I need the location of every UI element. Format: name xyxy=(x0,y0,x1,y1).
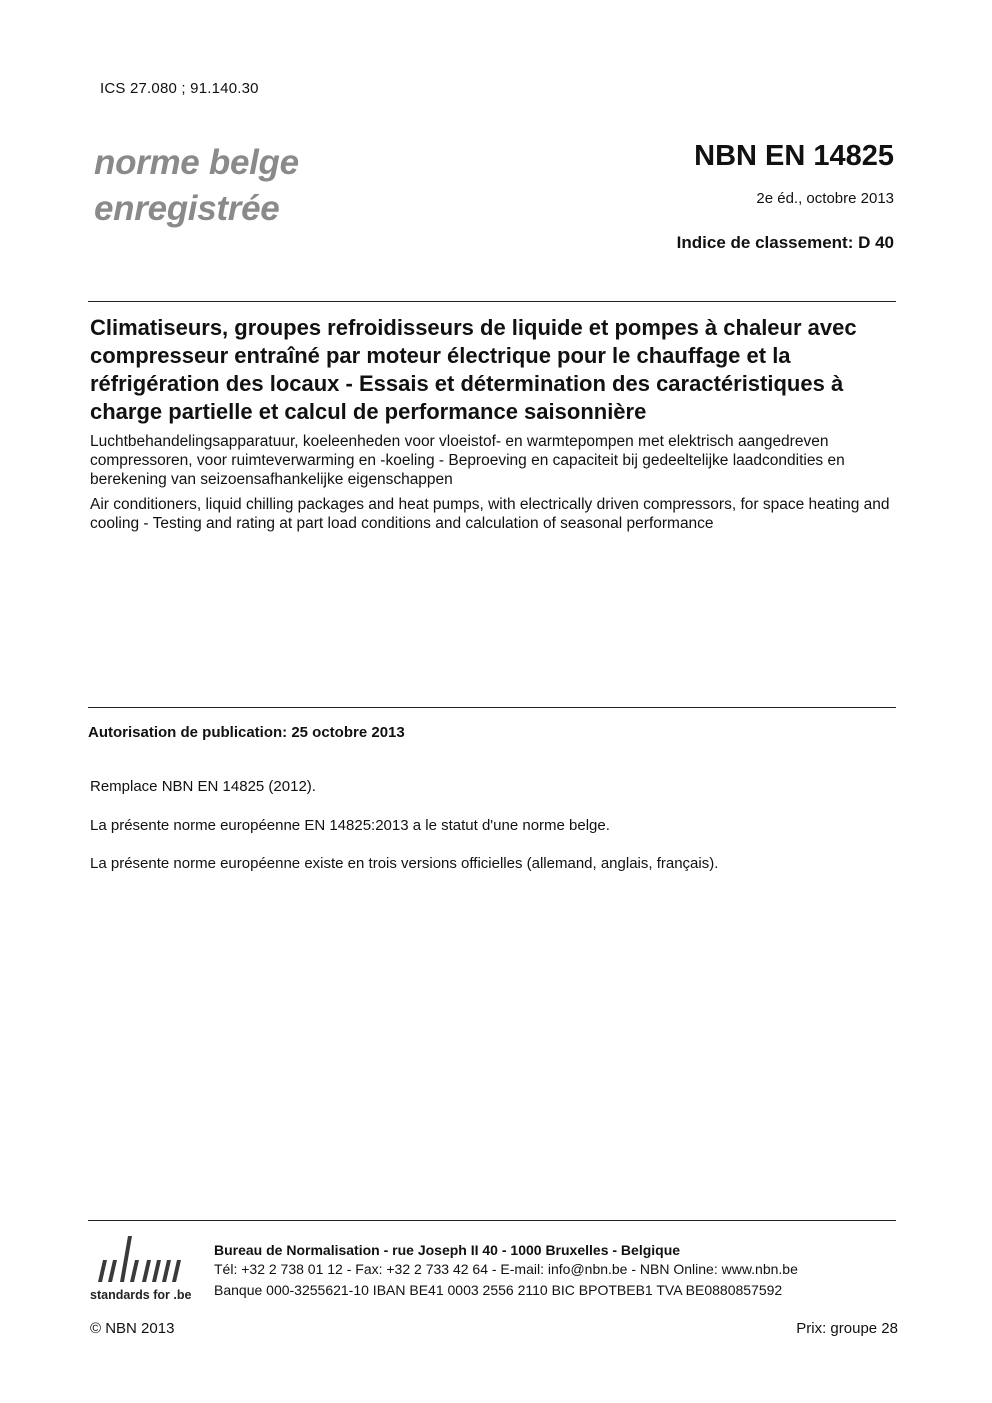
brand-line-2: enregistrée xyxy=(94,189,280,228)
title-french: Climatiseurs, groupes refroidisseurs de liquide et pompes à chaleur avec compresseur entraîné par moteur électrique pour le chauffage et la réfrigération des locaux - Essais et détermination des caractéristiques à charge partielle et calcul de performance saisonnière xyxy=(90,315,857,424)
divider-middle xyxy=(88,707,896,708)
copyright: © NBN 2013 xyxy=(90,1320,175,1337)
classification-index: Indice de classement: D 40 xyxy=(676,233,894,252)
footer-bank: Banque 000-3255621-10 IBAN BE41 0003 2556 2110 BIC BPOTBEB1 TVA BE0880857592 xyxy=(214,1282,783,1298)
title-dutch: Luchtbehandelingsapparatuur, koeleenheden voor vloeistof- en warmtepompen met elektrisch aangedreven compressoren, voor ruimteverwarming en -koeling - Beproeving en capaciteit bij gedeeltelijke laadcondities en berekening van seizoensafhankelijke eigenschappen xyxy=(90,433,845,488)
price-group: Prix: groupe 28 xyxy=(796,1320,898,1337)
divider-top xyxy=(88,301,896,302)
standard-number: NBN EN 14825 xyxy=(694,140,894,172)
title-english: Air conditioners, liquid chilling packages and heat pumps, with electrically driven compressors, for space heating and cooling - Testing and rating at part load conditions and calculation of seasonal performance xyxy=(90,496,890,532)
footer-address: Bureau de Normalisation - rue Joseph II 40 - 1000 Bruxelles - Belgique xyxy=(214,1242,681,1258)
replaces-note: Remplace NBN EN 14825 (2012). xyxy=(90,778,316,795)
versions-note: La présente norme européenne existe en trois versions officielles (allemand, anglais, français). xyxy=(90,855,719,872)
publication-authorisation: Autorisation de publication: 25 octobre 2013 xyxy=(88,724,405,741)
ics-code: ICS 27.080 ; 91.140.30 xyxy=(100,80,259,97)
nbn-logo xyxy=(90,1232,200,1304)
footer-contact: Tél: +32 2 738 01 12 - Fax: +32 2 733 42 64 - E-mail: info@nbn.be - NBN Online: www.nbn.be xyxy=(214,1261,798,1277)
brand-title xyxy=(94,140,394,232)
status-note: La présente norme européenne EN 14825:2013 a le statut d'une norme belge. xyxy=(90,817,610,834)
edition: 2e éd., octobre 2013 xyxy=(756,190,894,207)
brand-line-1: norme belge xyxy=(94,143,299,182)
logo-tagline: standards for .be xyxy=(90,1288,192,1302)
divider-footer xyxy=(88,1220,896,1221)
